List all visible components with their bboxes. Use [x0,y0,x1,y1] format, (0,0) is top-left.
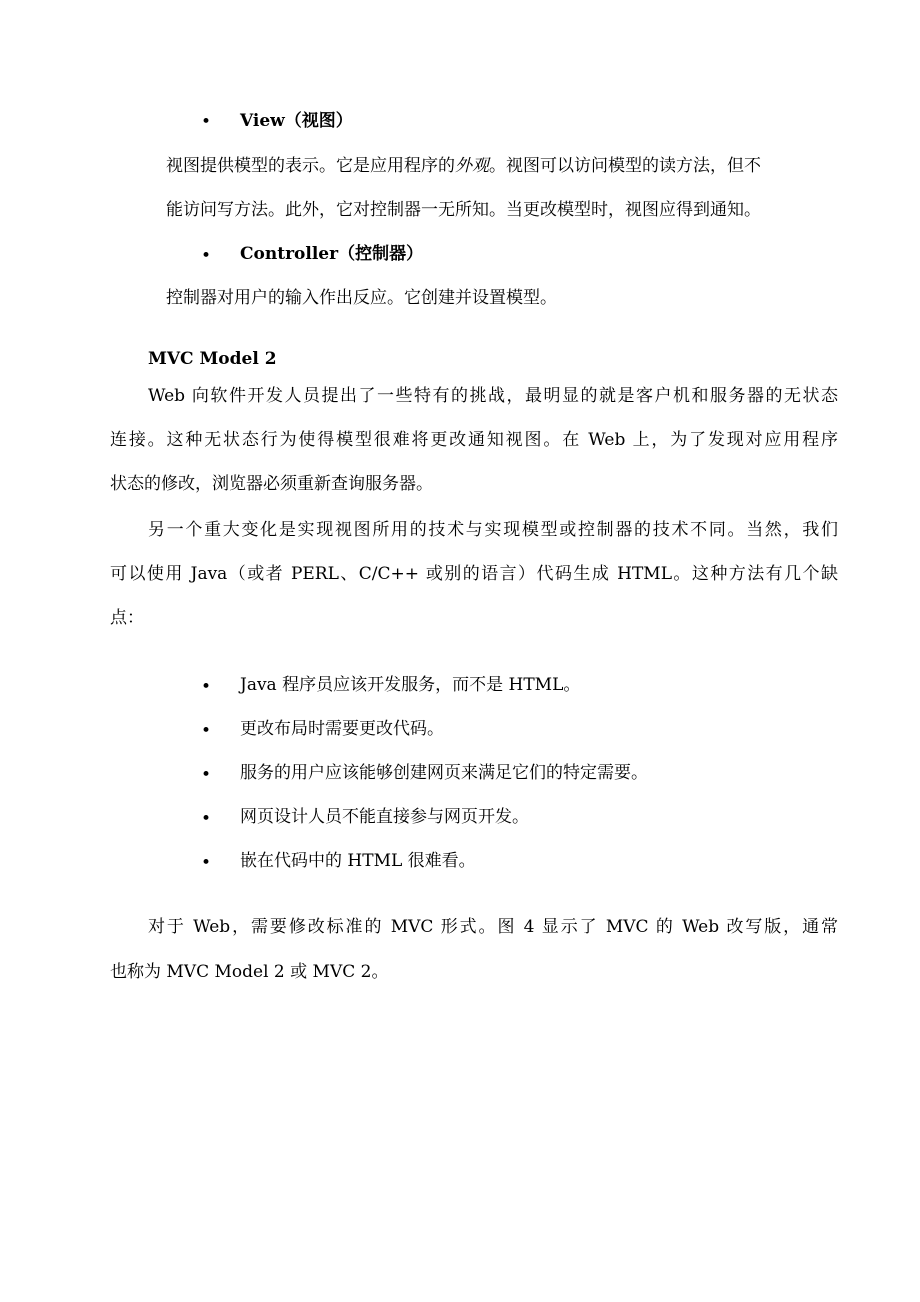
view-description-line-1 [166,154,761,178]
bullet-view: • [200,112,212,132]
view-desc-suffix: 。视图可以访问模型的读方法，但不 [489,156,761,176]
model2-para2-line-3: 点： [110,608,144,628]
model2-heading: MVC Model 2 [148,349,277,369]
list-item: 服务的用户应该能够创建网页来满足它们的特定需要。 [240,763,648,783]
model2-para1-line-2: 连接。这种无状态行为使得模型很难将更改通知视图。在 Web 上，为了发现对应用程序 [110,430,838,450]
bullet-drawback-2: • [200,721,212,741]
list-item: Java 程序员应该开发服务，而不是 HTML。 [240,675,581,695]
bullet-drawback-4: • [200,809,212,829]
list-item: 更改布局时需要更改代码。 [240,719,444,739]
model2-para3-line-1: 对于 Web，需要修改标准的 MVC 形式。图 4 显示了 MVC 的 Web 改写版，通常 [148,917,838,937]
controller-description: 控制器对用户的输入作出反应。它创建并设置模型。 [166,288,557,308]
model2-para2-line-1: 另一个重大变化是实现视图所用的技术与实现模型或控制器的技术不同。当然，我们 [148,520,838,540]
bullet-drawback-1: • [200,677,212,697]
list-item: 嵌在代码中的 HTML 很难看。 [240,851,476,871]
view-heading: View（视图） [240,111,353,131]
model2-para2-line-2: 可以使用 Java（或者 PERL、C/C++ 或别的语言）代码生成 HTML。这种方法有几个缺 [110,564,838,584]
bullet-drawback-3: • [200,765,212,785]
model2-para3-line-2: 也称为 MVC Model 2 或 MVC 2。 [110,962,389,982]
controller-heading: Controller（控制器） [240,244,424,264]
bullet-controller: • [200,246,212,266]
model2-para1-line-1: Web 向软件开发人员提出了一些特有的挑战，最明显的就是客户机和服务器的无状态 [148,386,838,406]
model2-para1-line-3: 状态的修改，浏览器必须重新查询服务器。 [110,474,433,494]
view-desc-prefix: 视图提供模型的表示。它是应用程序的 [166,156,455,176]
view-desc-italic: 外观 [455,156,489,176]
bullet-drawback-5: • [200,853,212,873]
view-description-line-2: 能访问写方法。此外，它对控制器一无所知。当更改模型时，视图应得到通知。 [166,200,761,220]
list-item: 网页设计人员不能直接参与网页开发。 [240,807,529,827]
